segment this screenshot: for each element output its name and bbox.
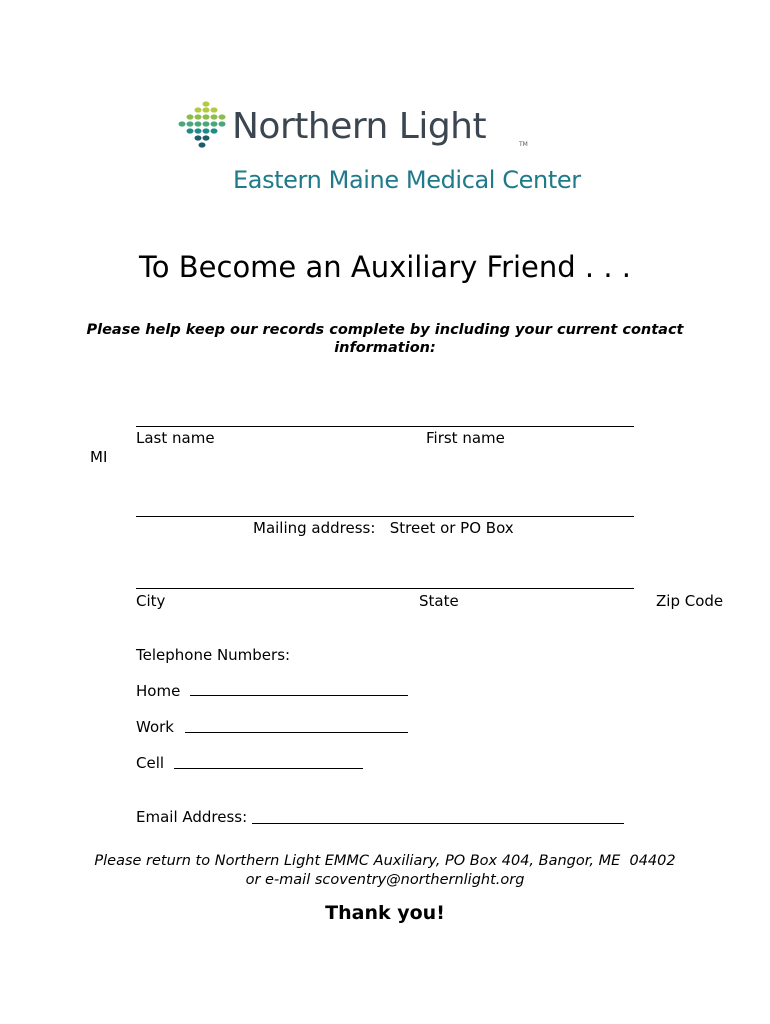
- zip-code-label: Zip Code: [656, 592, 724, 610]
- mi-label: MI: [90, 448, 108, 466]
- thank-you-text: Thank you!: [325, 902, 445, 924]
- cell-phone-label: Cell: [136, 754, 165, 772]
- trademark-mark: TM: [519, 141, 528, 148]
- cell-phone-field-line[interactable]: [174, 768, 363, 769]
- name-field-line[interactable]: [136, 426, 634, 427]
- state-label: State: [419, 592, 459, 610]
- sub-brand-name: Eastern Maine Medical Center: [233, 166, 581, 194]
- work-phone-field-line[interactable]: [185, 732, 408, 733]
- first-name-label: First name: [426, 429, 505, 447]
- pinecone-logo-icon: [176, 100, 228, 150]
- home-phone-label: Home: [136, 682, 181, 700]
- telephone-heading: Telephone Numbers:: [136, 646, 291, 664]
- email-address-label: Email Address:: [136, 808, 248, 826]
- page-title: To Become an Auxiliary Friend . . .: [139, 250, 631, 284]
- work-phone-label: Work: [136, 718, 174, 736]
- home-phone-field-line[interactable]: [190, 695, 408, 696]
- return-email-line: or e-mail scoventry@northernlight.org: [245, 872, 525, 888]
- mailing-address-label: Mailing address: Street or PO Box: [253, 519, 514, 537]
- last-name-label: Last name: [136, 429, 215, 447]
- email-field-line[interactable]: [252, 823, 624, 824]
- address-field-line[interactable]: [136, 516, 634, 517]
- brand-name: Northern Light: [232, 106, 487, 147]
- instruction-text: Please help keep our records complete by including your current contact information:: [86, 322, 684, 356]
- return-instructions: [40, 852, 730, 890]
- return-address-line: Please return to Northern Light EMMC Auxiliary, PO Box 404, Bangor, ME 04402: [94, 853, 676, 869]
- city-state-zip-field-line[interactable]: [136, 588, 634, 589]
- city-label: City: [136, 592, 166, 610]
